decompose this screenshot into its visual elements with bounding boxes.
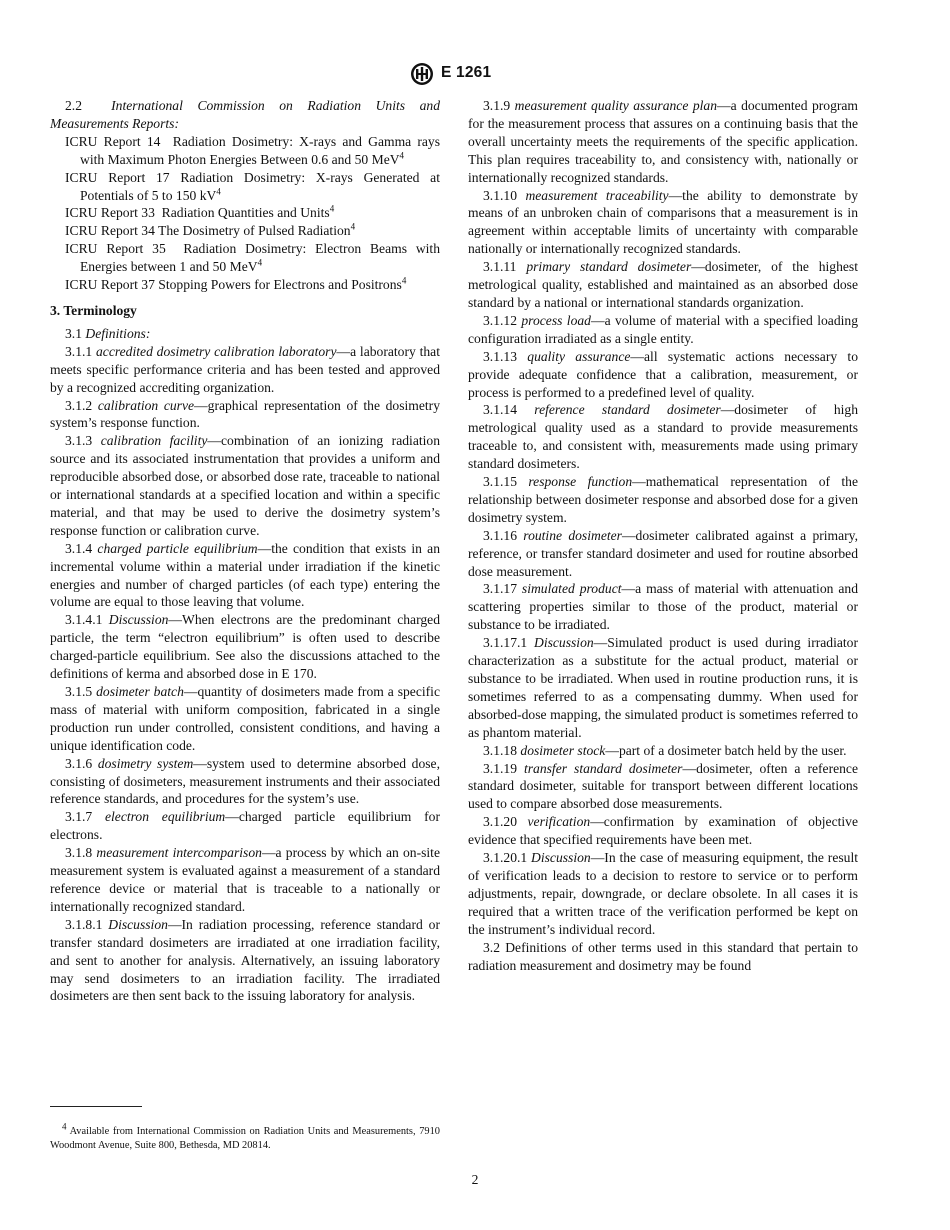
icru-report-14: ICRU Report 14 Radiation Dosimetry: X-rays and Gamma rays with Maximum Photon Energies Between 0.6 and 50 MeV$^4$ (65, 133, 441, 167)
definition-3-1-3: 3.1.3 calibration facility—combination of an ionizing radiation source and its associated instrumentation that provides a uniform and reproducible absorbed dose, or absorbed dose rate, traceable to national or international standards at a specified location and within a specific material, and that may be used to derive the dosimetry system’s response function or calibration curve. (50, 433, 441, 538)
definition-3-1-15: 3.1.15 response function—mathematical representation of the relationship between dosimeter response and absorbed dose for a given dosimetry system. (468, 474, 859, 525)
standard-designation: E 1261 (441, 64, 492, 81)
definition-3-1-1: 3.1.1 accredited dosimetry calibration laboratory—a laboratory that meets specific performance criteria and has been tested and approved by a recognized accrediting organization. (50, 343, 440, 395)
discussion-3-1-20-1: 3.1.20.1 Discussion—In the case of measuring equipment, the result of verification leads to a decision to restore to service or to perform adjustments, repair, downgrade, or declare obsolete. In all cases it is required that a written trace of the verification performed be kept on the instrument’s individual record. (468, 850, 858, 937)
definition-3-1-17: 3.1.17 simulated product—a mass of material with attenuation and scattering properties similar to those of the product, material or substance to be irradiated. (468, 581, 858, 633)
definition-3-1-18: 3.1.18 dosimeter stock—part of a dosimeter batch held by the user. (483, 742, 847, 758)
section-heading-terminology: 3. Terminology (50, 302, 137, 318)
section-3-2: 3.2 Definitions of other terms used in this standard that pertain to radiation measurement and dosimetry may be found (468, 939, 858, 973)
definition-3-1-5: 3.1.5 dosimeter batch—quantity of dosimeters made from a specific mass of material with uniform composition, fabricated in a single production run under controlled, consistent conditions, and having a unique identification code. (50, 684, 440, 753)
discussion-3-1-4-1: 3.1.4.1 Discussion—When electrons are the predominant charged particle, the term “electron equilibrium” is often used to describe charged-particle equilibrium. See also the discussions attached to the definitions of kerma and absorbed dose in E 170. (50, 612, 440, 682)
icru-report-34: ICRU Report 34 The Dosimetry of Pulsed Radiation$^4$ (65, 221, 356, 239)
footnote-4: $^4$ Available from International Commission on Radiation Units and Measurements, 7910 Woodmont Avenue, Suite 800, Bethesda, MD 20814. (50, 1121, 440, 1152)
definition-3-1-7: 3.1.7 electron equilibrium—charged particle equilibrium for electrons. (50, 809, 440, 843)
section-2-2: 2.2 International Commission on Radiation Units and Measurements Reports: (50, 98, 440, 131)
definition-3-1-6: 3.1.6 dosimetry system—system used to determine absorbed dose, consisting of dosimeters, measurement instruments and their associated reference standards, and procedures for the system’s use. (50, 755, 440, 807)
icru-report-37: ICRU Report 37 Stopping Powers for Electrons and Positrons$^4$ (65, 275, 407, 293)
definition-3-1-13: 3.1.13 quality assurance—all systematic actions necessary to provide adequate confidence that a calibration, measurement, or process is performed to a predefined level of quality. (468, 348, 858, 400)
definition-3-1-4: 3.1.4 charged particle equilibrium—the condition that exists in an incremental volume within a material under irradiation if the kinetic energies and number of charged particles (of each type) entering the volume are equal to those leaving that volume. (50, 540, 440, 610)
astm-logo-icon (410, 62, 434, 86)
definition-3-1-11: 3.1.11 primary standard dosimeter—dosimeter, of the highest metrological quality, established and maintained as an absorbed dose standard by a national or international standards organization. (468, 259, 859, 310)
definition-3-1-16: 3.1.16 routine dosimeter—dosimeter calibrated against a primary, reference, or transfer standard dosimeter and used for routine absorbed dose measurement. (468, 527, 858, 579)
page-number: 2 (471, 1172, 479, 1187)
section-3-1: 3.1 Definitions: (65, 325, 151, 341)
definition-3-1-2: 3.1.2 calibration curve—graphical representation of the dosimetry system’s response function. (50, 397, 440, 431)
definition-3-1-14: 3.1.14 reference standard dosimeter—dosimeter of high metrological quality used as a standard to provide measurements traceable to, and consistent with, measurements made using primary standard dosimeters. (468, 402, 858, 472)
left-column (50, 97, 440, 1005)
definition-3-1-9: 3.1.9 measurement quality assurance plan—a documented program for the measurement process that assures on a continuing basis that the overall uncertainty meets the requirements of the specific application. This plan requires traceability to, and consistency with, nationally or internationally recognized standards. (468, 98, 858, 185)
definition-3-1-12: 3.1.12 process load—a volume of material with a specified loading configuration irradiated as a single entity. (468, 312, 858, 346)
definition-3-1-8: 3.1.8 measurement intercomparison—a process by which an on-site measurement system is evaluated against a measurement of a standard reference device or material that is traceable to a nationally or internationally recognized standard. (50, 845, 440, 914)
icru-report-17: ICRU Report 17 Radiation Dosimetry: X-rays Generated at Potentials of 5 to 150 $kV^4$ (65, 169, 440, 203)
icru-report-33: ICRU Report 33 Radiation Quantities and Units$^4$ (65, 203, 335, 221)
footnote-divider (50, 1106, 142, 1107)
page-header (0, 62, 950, 88)
discussion-3-1-17-1: 3.1.17.1 Discussion—Simulated product is used during irradiator characterization as a substitute for the actual product, material or substance to be irradiated. When used in routine production runs, it is sometimes referred to as a compensating dummy. When used for absorbed-dose mapping, the simulated product is sometimes referred to as phantom material. (468, 635, 858, 740)
right-column (468, 97, 858, 974)
icru-report-35: ICRU Report 35 Radiation Dosimetry: Electron Beams with Energies between 1 and 50 MeV$^4$ (65, 241, 440, 275)
definition-3-1-10: 3.1.10 measurement traceability—the ability to demonstrate by means of an unbroken chain of comparisons that a measurement is in agreement within acceptable limits of uncertainty with comparable nationally or internationally recognized standards. (468, 187, 858, 257)
definition-3-1-19: 3.1.19 transfer standard dosimeter—dosimeter, often a reference standard dosimeter, suitable for transport between different locations used to compare absorbed dose measurements. (468, 760, 858, 812)
definition-3-1-20: 3.1.20 verification—confirmation by examination of objective evidence that specified requirements have been met. (468, 814, 858, 848)
discussion-3-1-8-1: 3.1.8.1 Discussion—In radiation processing, reference standard or transfer standard dosimeters are irradiated at one irradiation facility, and sent to another for analysis. Alternatively, an issuing laboratory may send dosimeters to an irradiation facility. The irradiated dosimeters are then sent back to the issuing laboratory for analysis. (50, 916, 440, 1004)
